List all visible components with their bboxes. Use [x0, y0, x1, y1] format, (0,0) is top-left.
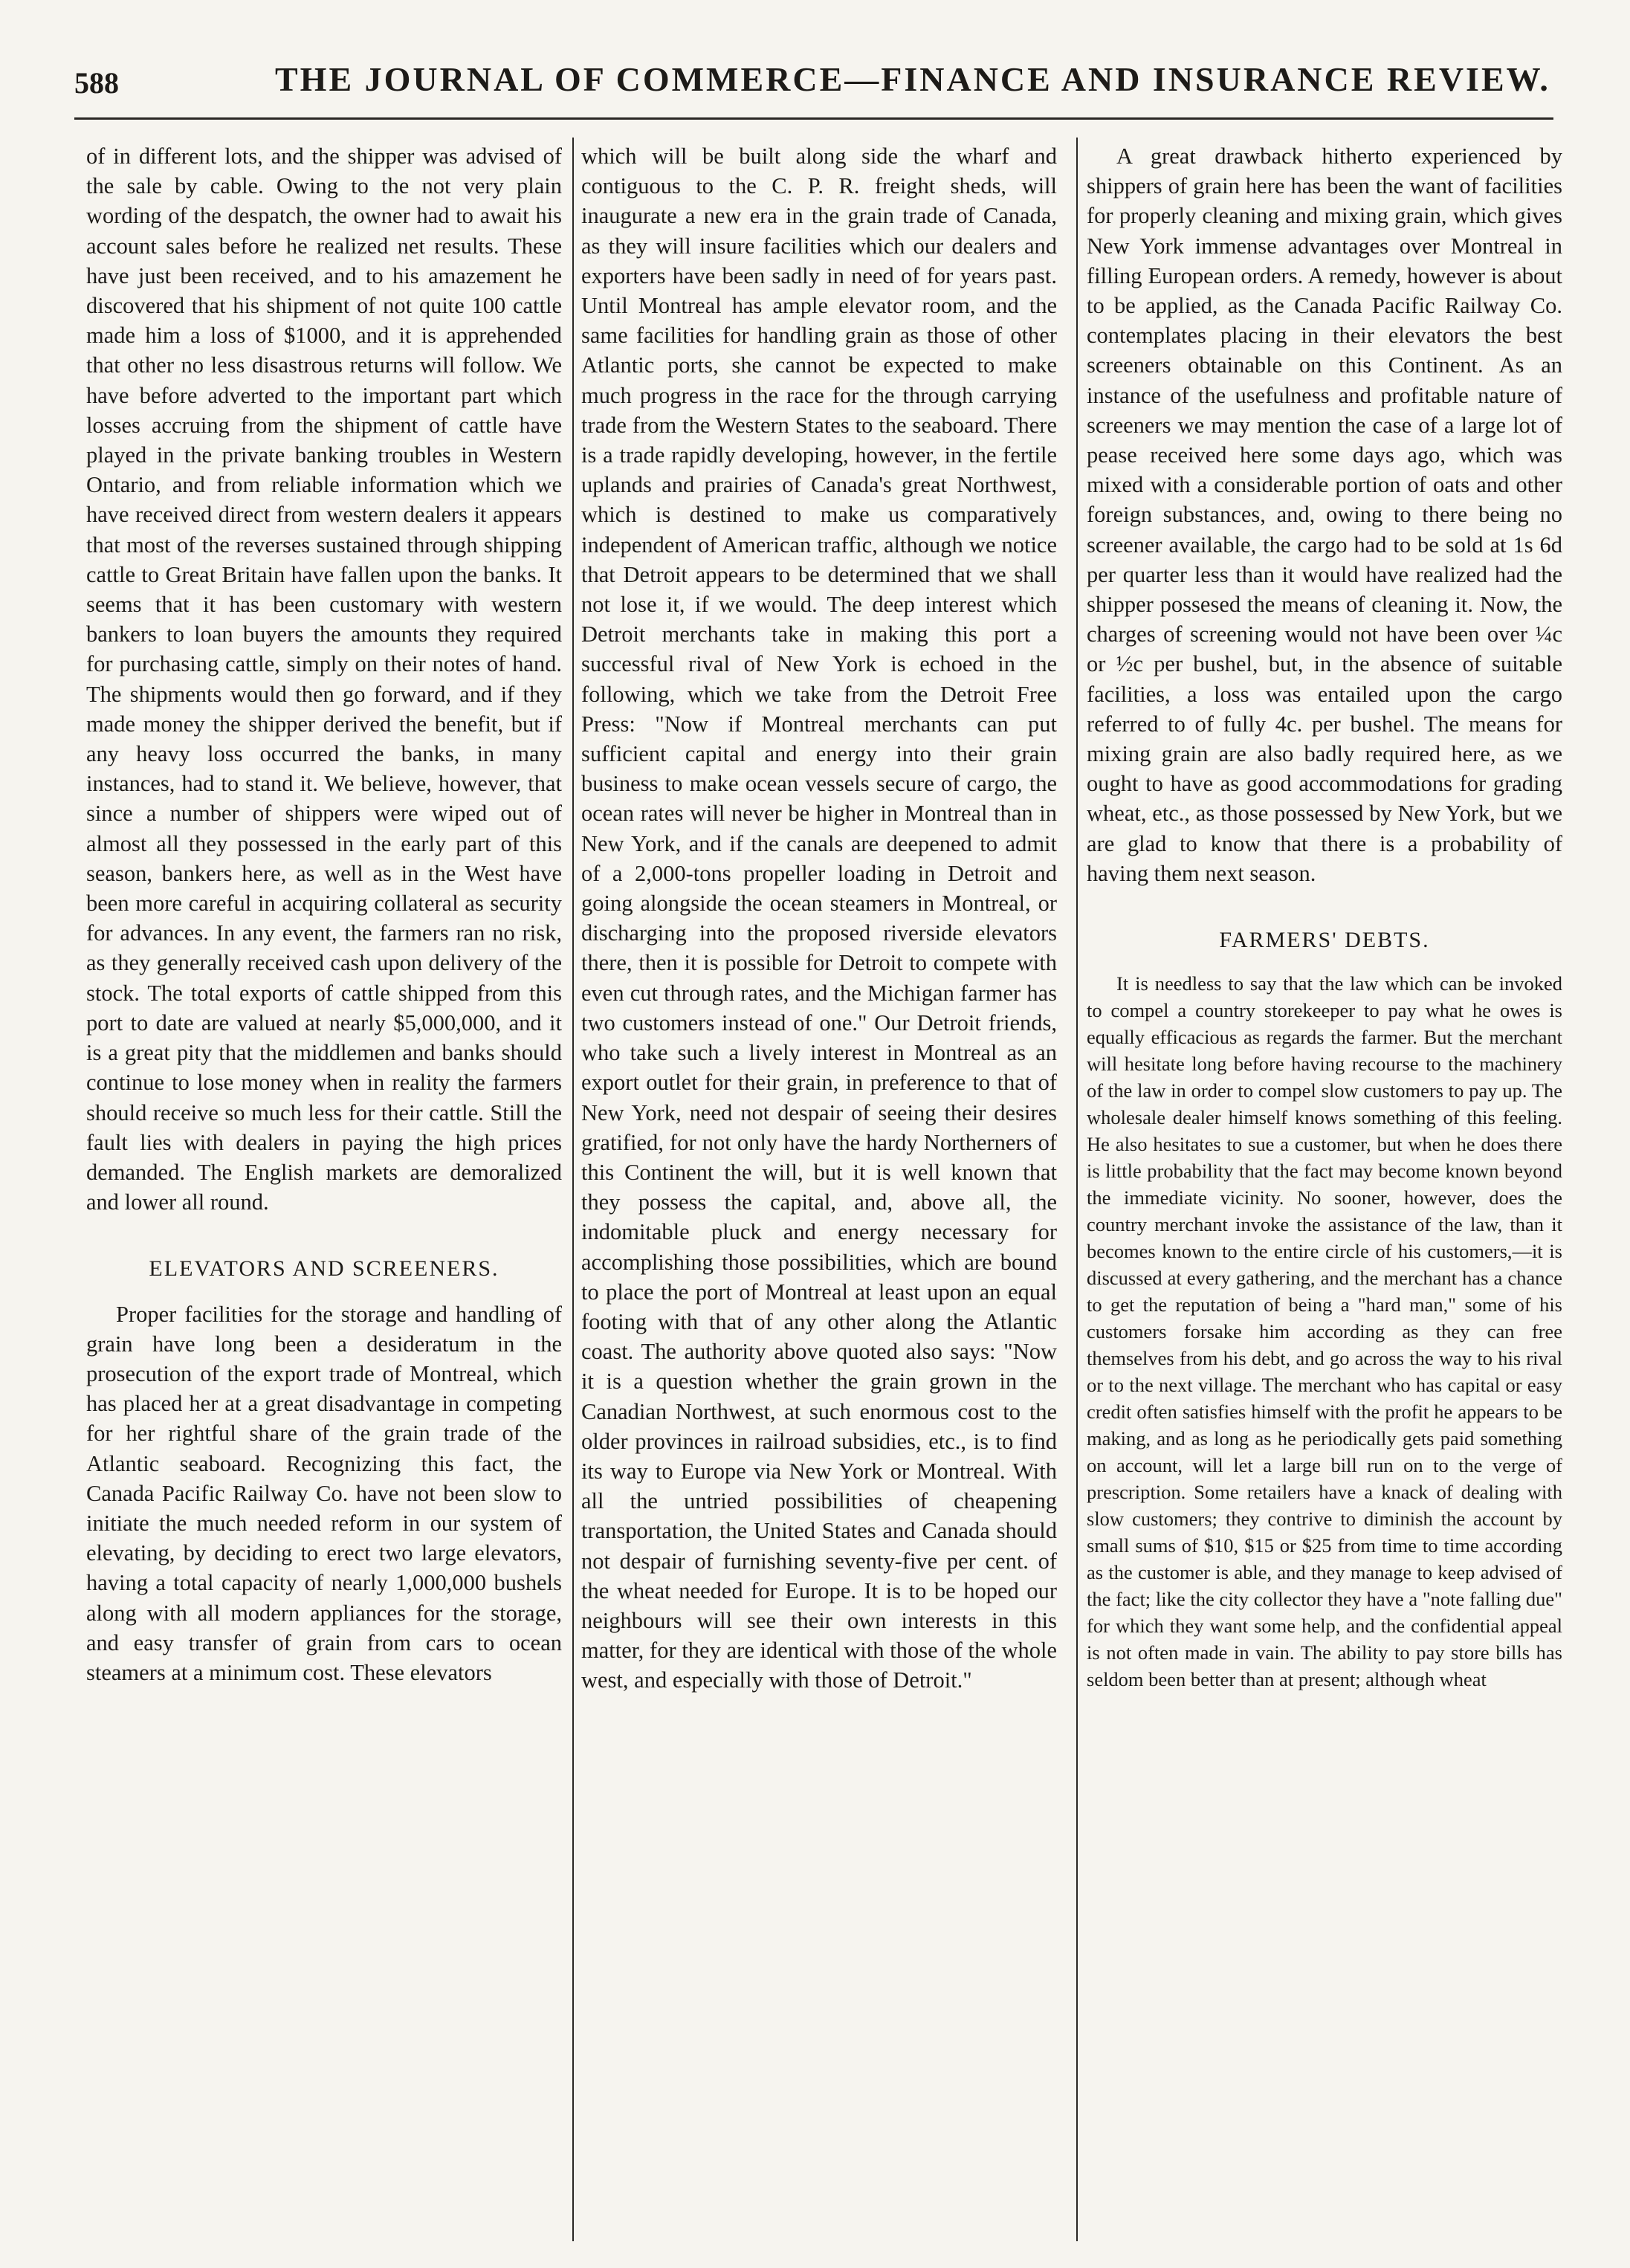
page-header — [74, 59, 1553, 112]
section-heading-farmers-debts: FARMERS' DEBTS. — [1219, 928, 1430, 953]
column-divider-2 — [1076, 138, 1078, 2241]
elevators-article-text: Proper facilities for the storage and handling of grain have long been a desideratum in the prosecution of the export trade of Montreal, which has placed her at a great disadvantage in competing for her rightful share of the grain trade of the Atlantic seaboard. Recognizing this fact, the Canada Pacific Railway Co. have not been slow to initiate the much needed reform in our system of elevating, by deciding to erect two large elevators, having a total capacity of nearly 1,000,000 bushels along with all modern appliances for the storage, and easy transfer of grain from cars to ocean steamers at a minimum cost. These elevators — [86, 1301, 562, 1685]
column-2 — [581, 141, 1057, 2245]
page-number: 588 — [74, 66, 119, 100]
section-heading-elevators: ELEVATORS AND SCREENERS. — [149, 1256, 499, 1282]
column-1 — [86, 141, 562, 2245]
screeners-article-text: A great drawback hitherto experienced by shippers of grain here has been the want of facilities for properly cleaning and mixing grain, which gives New York immense advantages over Montreal in filling European orders. A remedy, however is about to be applied, as the Canada Pacific Railway Co. contemplates placing in their elevators the best screeners obtainable on this Continent. As an instance of the usefulness and profitable nature of screeners we may mention the case of a large lot of pease received here some days ago, which was mixed with a considerable portion of oats and other foreign substances, and, owing to there being no screener available, the cargo had to be sold at 1s 6d per quarter less than it would have realized had the shipper possesed the means of cleaning it. Now, the charges of screening would not have been over ¼c or ½c per bushel, but, in the absence of suitable facilities, a loss was entailed upon the cargo referred to of fully 4c. per bushel. The means for mixing grain are also badly required here, as we ought to have as good accommodations for grading wheat, etc., as those possessed by New York, but we are glad to know that there is a probability of having them next season. — [1087, 143, 1562, 886]
journal-title: THE JOURNAL OF COMMERCE—FINANCE AND INSURANCE REVIEW. — [275, 60, 1550, 98]
header-rule — [74, 117, 1553, 120]
column-3 — [1087, 141, 1562, 2245]
column-divider-1 — [572, 138, 574, 2241]
elevators-article-continued: which will be built along side the wharf and contiguous to the C. P. R. freight sheds, will inaugurate a new era in the grain trade of Canada, as they will insure facilities which our dealers and exporters have been sadly in need of for years past. Until Montreal has ample elevator room, and the same facilities for handling grain as those of other Atlantic ports, she cannot be expected to make much progress in the race for the through carrying trade from the Western States to the seaboard. There is a trade rapidly developing, however, in the fertile uplands and prairies of Canada's great Northwest, which is destined to make us comparatively independent of American traffic, although we notice that Detroit appears to be determined that we shall not lose it, if we would. The deep interest which Detroit merchants take in making this port a successful rival of New York is echoed in the following, which we take from the Detroit Free Press: "Now if Montreal merchants can put sufficient capital and energy into their grain business to make ocean vessels secure of cargo, the ocean rates will never be higher in Montreal than in New York, and if the canals are deepened to admit of a 2,000-tons propeller loading in Detroit and going alongside the ocean steamers in Montreal, or discharging into the proposed riverside elevators there, then it is possible for Detroit to compete with even cut through rates, and the Michigan farmer has two customers instead of one." Our Detroit friends, who take such a lively interest in Montreal as an export outlet for their grain, in preference to that of New York, need not despair of seeing their desires gratified, for not only have the hardy Northerners of this Continent the will, but it is well known that they possess the capital, and, above all, the indomitable pluck and energy necessary for accomplishing those possibilities, which are bound to place the port of Montreal at least upon an equal footing with that of any other along the Atlantic coast. The authority above quoted also says: "Now it is a question whether the grain grown in the Canadian Northwest, at such enormous cost to the older provinces in railroad subsidies, etc., is to find its way to Europe via New York or Montreal. With all the untried possibilities of cheapening transportation, the United States and Canada should not despair of furnishing seventy-five per cent. of the wheat needed for Europe. It is to be hoped our neighbours will see their own interests in this matter, for they are identical with those of the whole west, and especially with those of Detroit." — [581, 143, 1057, 1693]
article-continuation-text: of in different lots, and the shipper was advised of the sale by cable. Owing to the not very plain wording of the despatch, the owner had to await his account sales before he realized net results. These have just been received, and to his amazement he discovered that his shipment of not quite 100 cattle made him a loss of $1000, and it is apprehended that other no less disastrous returns will follow. We have before adverted to the important part which losses accruing from the shipment of cattle have played in the private banking troubles in Western Ontario, and from reliable information which we have received direct from western dealers it appears that most of the reverses sustained through shipping cattle to Great Britain have fallen upon the banks. It seems that it has been customary with western bankers to loan buyers the amounts they required for purchasing cattle, simply on their notes of hand. The shipments would then go forward, and if they made money the shipper derived the benefit, but if any heavy loss occurred the banks, in many instances, had to stand it. We believe, however, that since a number of shippers were wiped out of almost all they possessed in the early part of this season, bankers here, as well as in the West have been more careful in acquiring collateral as security for advances. In any event, the farmers ran no risk, as they generally received cash upon delivery of the stock. The total exports of cattle shipped from this port to date are valued at nearly $5,000,000, and it is a great pity that the middlemen and banks should continue to lose money when in reality the farmers should receive so much less for their cattle. Still the fault lies with dealers in paying the high prices demanded. The English markets are demoralized and lower all round. — [86, 143, 562, 1215]
farmers-debts-article-text: It is needless to say that the law which can be invoked to compel a country storekeeper to pay what he owes is equally efficacious as regards the farmer. But the merchant will hesitate long before having recourse to the machinery of the law in order to compel slow customers to pay up. The wholesale dealer himself knows something of this feeling. He also hesitates to sue a customer, but when he does there is little probability that the fact may become known beyond the immediate vicinity. No sooner, however, does the country merchant invoke the assistance of the law, than it becomes known to the entire circle of his customers,—it is discussed at every gathering, and the merchant has a chance to get the reputation of being a "hard man," some of his customers forsake him according as they can free themselves from his debt, and go across the way to his rival or to the next village. The merchant who has capital or easy credit often satisfies himself with the profit he appears to be making, and as long as he periodically gets paid something on account, will let a large bill run on to the verge of prescription. Some retailers have a knack of dealing with slow customers; they contrive to diminish the account by small sums of $10, $15 or $25 from time to time according as the customer is able, and they manage to keep advised of the fact; like the city collector they have a "note falling due" for which they want some help, and the confidential appeal is not often made in vain. The ability to pay store bills has seldom been better than at present; although wheat — [1087, 972, 1562, 1691]
